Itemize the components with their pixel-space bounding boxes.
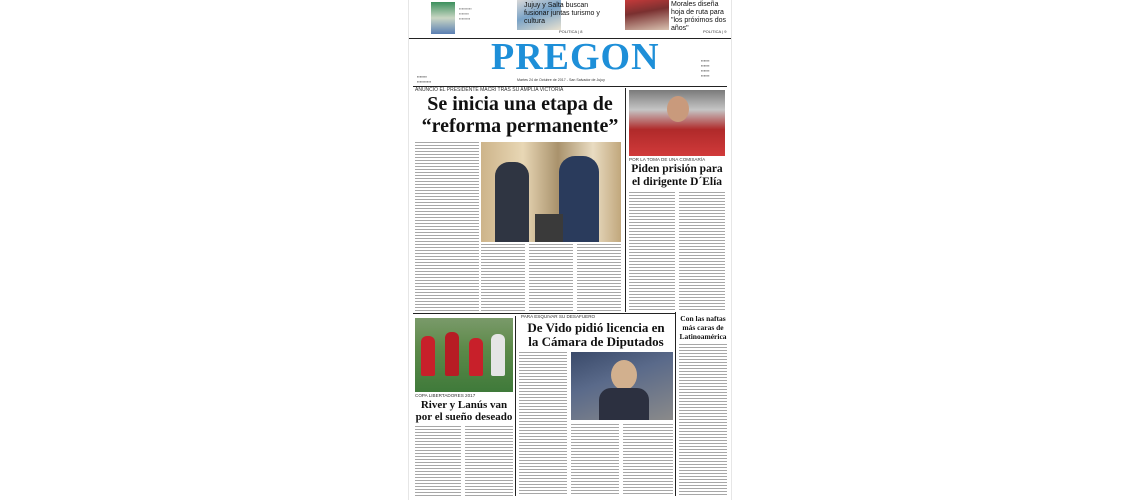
sports-photo-river-lanus — [415, 318, 513, 392]
figure-devido-body — [599, 388, 649, 420]
devido-headline-line1: De Vido pidió licencia en — [527, 320, 665, 335]
figure-left — [495, 162, 529, 242]
masthead-right-info: ▪▪▪▪▪▪ ▪▪▪▪▪▪ ▪▪▪▪▪▪ ▪▪▪▪▪▪ — [701, 58, 710, 78]
teaser-right-section: POLITICA | 9 — [703, 29, 727, 34]
newspaper-front-page — [409, 0, 731, 500]
podium — [535, 214, 563, 242]
side-body-col2 — [679, 192, 725, 310]
teaser-mid-text: Jujuy y Salta buscan fusionar juntas turismo y cultura — [524, 2, 600, 25]
teaser-thumb-right — [625, 0, 669, 30]
sports-headline-line1: River y Lanús van — [420, 399, 508, 411]
fuel-headline-line2: más caras de — [682, 323, 724, 332]
fuel-headline-line3: Latinoamérica — [679, 332, 727, 341]
main-body-col2 — [481, 244, 525, 312]
figure-head — [667, 96, 689, 122]
teaser-thumb-left — [431, 2, 455, 34]
side-body-col1 — [629, 192, 675, 310]
side-story-divider — [625, 88, 626, 312]
sports-kicker: COPA LIBERTADORES 2017 — [415, 393, 476, 398]
sports-body-col2 — [465, 426, 513, 496]
player-1 — [421, 336, 435, 376]
devido-body-col1 — [519, 352, 567, 496]
teaser-mid-section: POLITICA | 8 — [559, 29, 583, 34]
main-body-col3 — [529, 244, 573, 312]
figure-right — [559, 156, 599, 242]
player-3 — [469, 338, 483, 376]
main-headline-line1: Se inicia una etapa de — [427, 93, 613, 115]
devido-body-col2 — [571, 424, 619, 496]
player-4 — [491, 334, 505, 376]
main-photo-macri-pena — [481, 142, 621, 242]
main-body-col1 — [415, 142, 479, 312]
figure-devido — [611, 360, 637, 390]
main-kicker: ANUNCIÓ EL PRESIDENTE MACRI TRAS SU AMPLIA VICTORIA — [415, 87, 564, 93]
devido-left-divider — [515, 316, 516, 496]
devido-photo — [571, 352, 673, 420]
masthead-left-info: ▪▪▪▪▪▪▪ ▪▪▪▪▪▪▪▪▪▪ — [417, 74, 432, 84]
fuel-headline-line1: Con las naftas — [680, 314, 726, 323]
sports-body-col1 — [415, 426, 461, 496]
main-headline-line2: “reforma permanente” — [421, 115, 619, 137]
sports-headline-line2: por el sueño deseado — [415, 411, 513, 423]
side-headline-line2: el dirigente D´Elía — [631, 176, 723, 188]
main-body-col4 — [577, 244, 621, 312]
player-2 — [445, 332, 459, 376]
devido-body-col3 — [623, 424, 673, 496]
side-photo-delia — [629, 90, 725, 156]
fuel-body — [679, 344, 727, 496]
devido-headline-line2: la Cámara de Diputados — [528, 334, 664, 349]
side-kicker: POR LA TOMA DE UNA COMISARÍA — [629, 157, 706, 162]
masthead-logo: PREGON — [491, 36, 660, 78]
teaser-right-text: Morales diseña hoja de ruta para "los próximos dos años" — [671, 1, 727, 32]
masthead-dateline: Martes 24 de Octubre de 2017 - San Salvador de Jujuy — [517, 78, 605, 82]
fuel-left-divider — [675, 312, 676, 496]
side-headline-line1: Piden prisión para — [631, 163, 723, 175]
devido-kicker: PARA ESQUIVAR SU DESAFUERO — [521, 314, 596, 319]
teaser-left-text: ▪▪▪▪▪▪▪▪▪ ▪▪▪▪▪▪▪ ▪▪▪▪▪▪▪▪ — [459, 6, 472, 21]
teaser-strip — [409, 0, 731, 38]
